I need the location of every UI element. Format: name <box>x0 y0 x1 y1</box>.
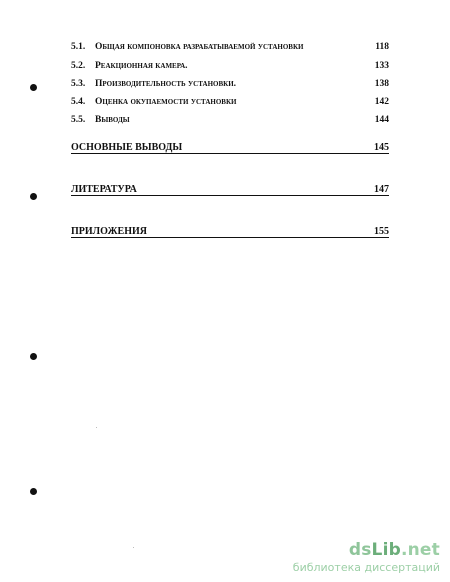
scan-speck <box>96 427 97 428</box>
binder-hole-1 <box>30 84 37 91</box>
toc-title: Общая компоновка разрабатываемой установки <box>95 42 304 52</box>
toc-title: ОСНОВНЫЕ ВЫВОДЫ <box>71 142 183 153</box>
toc-section-conclusions <box>71 141 389 155</box>
toc-title: Реакционная камера. <box>95 61 188 71</box>
toc-subsection-5-5 <box>71 113 389 127</box>
toc-number: 5.5. <box>71 115 86 125</box>
toc-page: 155 <box>374 226 389 237</box>
binder-hole-3 <box>30 353 37 360</box>
toc-title: Оценка окупаемости установки <box>95 97 237 107</box>
watermark <box>260 540 440 576</box>
toc-page: 142 <box>374 97 389 107</box>
toc-page: 138 <box>374 79 389 89</box>
binder-hole-4 <box>30 488 37 495</box>
scan-speck <box>133 547 134 548</box>
toc-number: 5.2. <box>71 61 86 71</box>
toc-subsection-5-2 <box>71 59 389 73</box>
toc-section-appendices <box>71 225 389 239</box>
toc-subsection-5-1 <box>71 40 389 54</box>
toc-title: ПРИЛОЖЕНИЯ <box>71 226 147 237</box>
toc-page: 147 <box>374 184 389 195</box>
toc-page: 133 <box>374 61 389 71</box>
toc-page: 145 <box>374 142 389 153</box>
binder-hole-2 <box>30 193 37 200</box>
toc-subsection-5-3 <box>71 77 389 91</box>
toc-page: 144 <box>374 115 389 125</box>
toc-number: 5.1. <box>71 42 86 52</box>
toc-page: 118 <box>375 42 389 52</box>
toc-number: 5.3. <box>71 79 86 89</box>
toc-title: Выводы <box>95 115 130 125</box>
watermark-subtitle: библиотека диссертаций <box>292 561 440 574</box>
toc-number: 5.4. <box>71 97 86 107</box>
toc-section-literature <box>71 183 389 197</box>
toc-subsection-5-4 <box>71 95 389 109</box>
toc-title: Производительность установки. <box>95 79 237 89</box>
toc-title: ЛИТЕРАТУРА <box>71 184 137 195</box>
watermark-logo: dsLib.net <box>348 540 440 560</box>
